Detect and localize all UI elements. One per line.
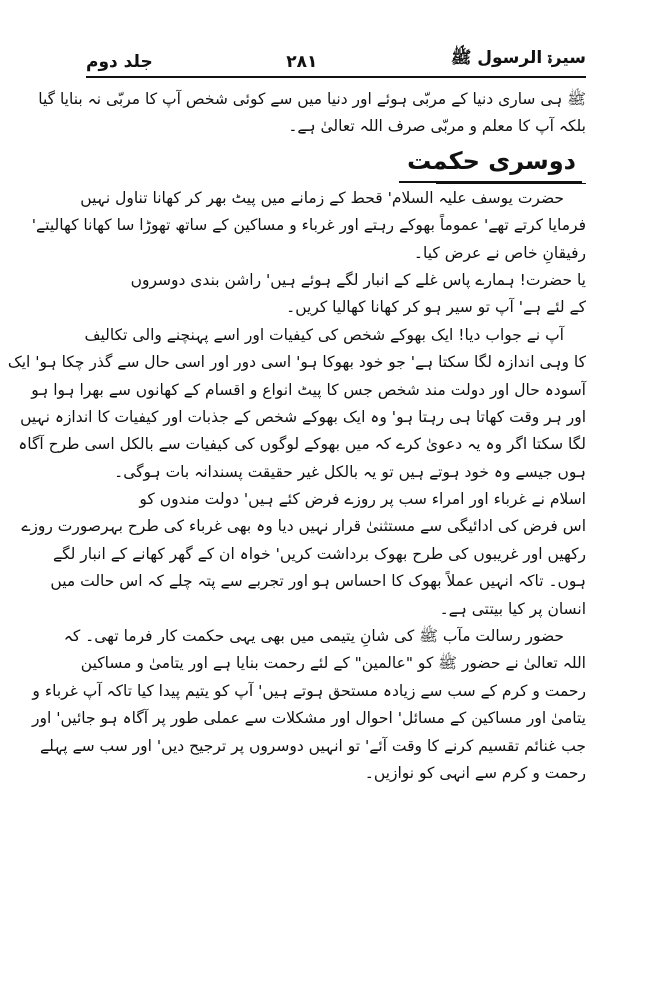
book-title: سیرۃ الرسول ﷺ (450, 48, 586, 68)
heading-underline (436, 183, 586, 184)
page-number: ۲۸۱ (286, 52, 318, 72)
text-line: حضرت یوسف علیہ السلام' قحط کے زمانے میں پیٹ بھر کر کھانا تناول نہیں (80, 188, 564, 207)
text-line: ہوں جیسے وہ خود ہوتے ہیں تو یہ بالکل غیر حقیقت پسندانہ بات ہوگی۔ (114, 462, 586, 481)
paragraph (21, 486, 586, 623)
text-line: اس فرض کی ادائیگی سے مستثنیٰ قرار نہیں دیا وہ بھی غرباء کی طرح بہرصورت روزے (21, 517, 586, 536)
text-line: اللہ تعالیٰ نے حضور ﷺ کو "عالمین" کے لئے رحمت بنایا ہے اور یتامیٰ و مساکین (80, 654, 586, 673)
text-line: حضور رسالت مآب ﷺ کی شانِ یتیمی میں بھی یہی حکمت کار فرما تھی۔ کہ (63, 627, 564, 646)
text-line: رحمت و کرم کے سب سے زیادہ مستحق ہوتے ہیں' آپ کو یتیم پیدا کیا تاکہ آپ غرباء و (32, 681, 586, 700)
volume-label: جلد دوم (86, 52, 153, 72)
section-heading: دوسری حکمت (399, 141, 582, 183)
text-line: انسان پر کیا بیتتی ہے۔ (439, 599, 586, 618)
paragraph (92, 267, 586, 322)
text-line: لگا سکتا اگر وہ یہ دعویٰ کرے کہ میں بھوکے لوگوں کی کیفیات سے بالکل اسی طرح آگاہ (18, 435, 586, 454)
text-line: رحمت و کرم سے انہی کو نوازیں۔ (364, 763, 586, 782)
text-line: فرمایا کرتے تھے' عموماً بھوکے رہتے اور غرباء و مساکین کے ساتھ تھوڑا سا کھانا کھالیتے' (31, 216, 586, 235)
text-line: اسلام نے غرباء اور امراء سب پر روزے فرض کئے ہیں' دولت مندوں کو (139, 490, 586, 509)
running-header (86, 42, 586, 72)
paragraph (7, 322, 586, 486)
text-line: آسودہ حال اور دولت مند شخص جس کا پیٹ انواع و اقسام کے کھانوں سے بھرا ہوا ہو (31, 380, 586, 399)
text-line: رفیقانِ خاص نے عرض کیا۔ (413, 243, 586, 262)
text-line: جب غنائم تقسیم کرنے کا وقت آئے' تو انہیں دوسروں پر ترجیح دیں' اور سب سے پہلے (40, 736, 586, 755)
text-line: ہوں۔ تاکہ انہیں عملاً بھوک کا احساس ہو اور تجربے سے پتہ چلے کہ اس حالت میں (50, 572, 586, 591)
paragraph (32, 623, 586, 787)
text-line: بلکہ آپ کا معلم و مربّی صرف اللہ تعالیٰ ہے۔ (288, 117, 586, 136)
text-line: رکھیں اور غریبوں کی طرح بھوک برداشت کریں' خواہ ان کے گھر کھانے کے انبار لگے (52, 544, 586, 563)
paragraph (31, 185, 586, 267)
header-rule (86, 76, 586, 78)
text-line: آپ نے جواب دیا! ایک بھوکے شخص کی کیفیات اور اسے پہنچنے والی تکالیف (84, 325, 564, 344)
section-heading-block (92, 141, 586, 185)
text-line: یتامیٰ اور مساکین کے مسائل' احوال اور مشکلات سے عملی طور پر آگاہ ہو جائیں' اور (32, 709, 586, 728)
intro-paragraph (38, 86, 586, 141)
page-body (7, 86, 586, 787)
text-line: ﷺ ہی ساری دنیا کے مربّی ہوئے اور دنیا میں سے کوئی شخص آپ کا مربّی نہ بنایا گیا (38, 90, 586, 108)
text-line: اور ہر وقت کھاتا ہی رہتا ہو' وہ ایک بھوکے شخص کے جذبات اور کیفیات کا اندازہ نہیں (20, 407, 586, 426)
text-line: کا وہی اندازہ لگا سکتا ہے' جو خود بھوکا ہو' اسی دور اور اسی حال سے گذر چکا ہو' ایک (7, 353, 586, 372)
text-line: یا حضرت! ہمارے پاس غلے کے انبار لگے ہوئے ہیں' راشن بندی دوسروں (130, 270, 586, 289)
text-line: کے لئے ہے' آپ تو سیر ہو کر کھانا کھالیا کریں۔ (286, 298, 586, 317)
